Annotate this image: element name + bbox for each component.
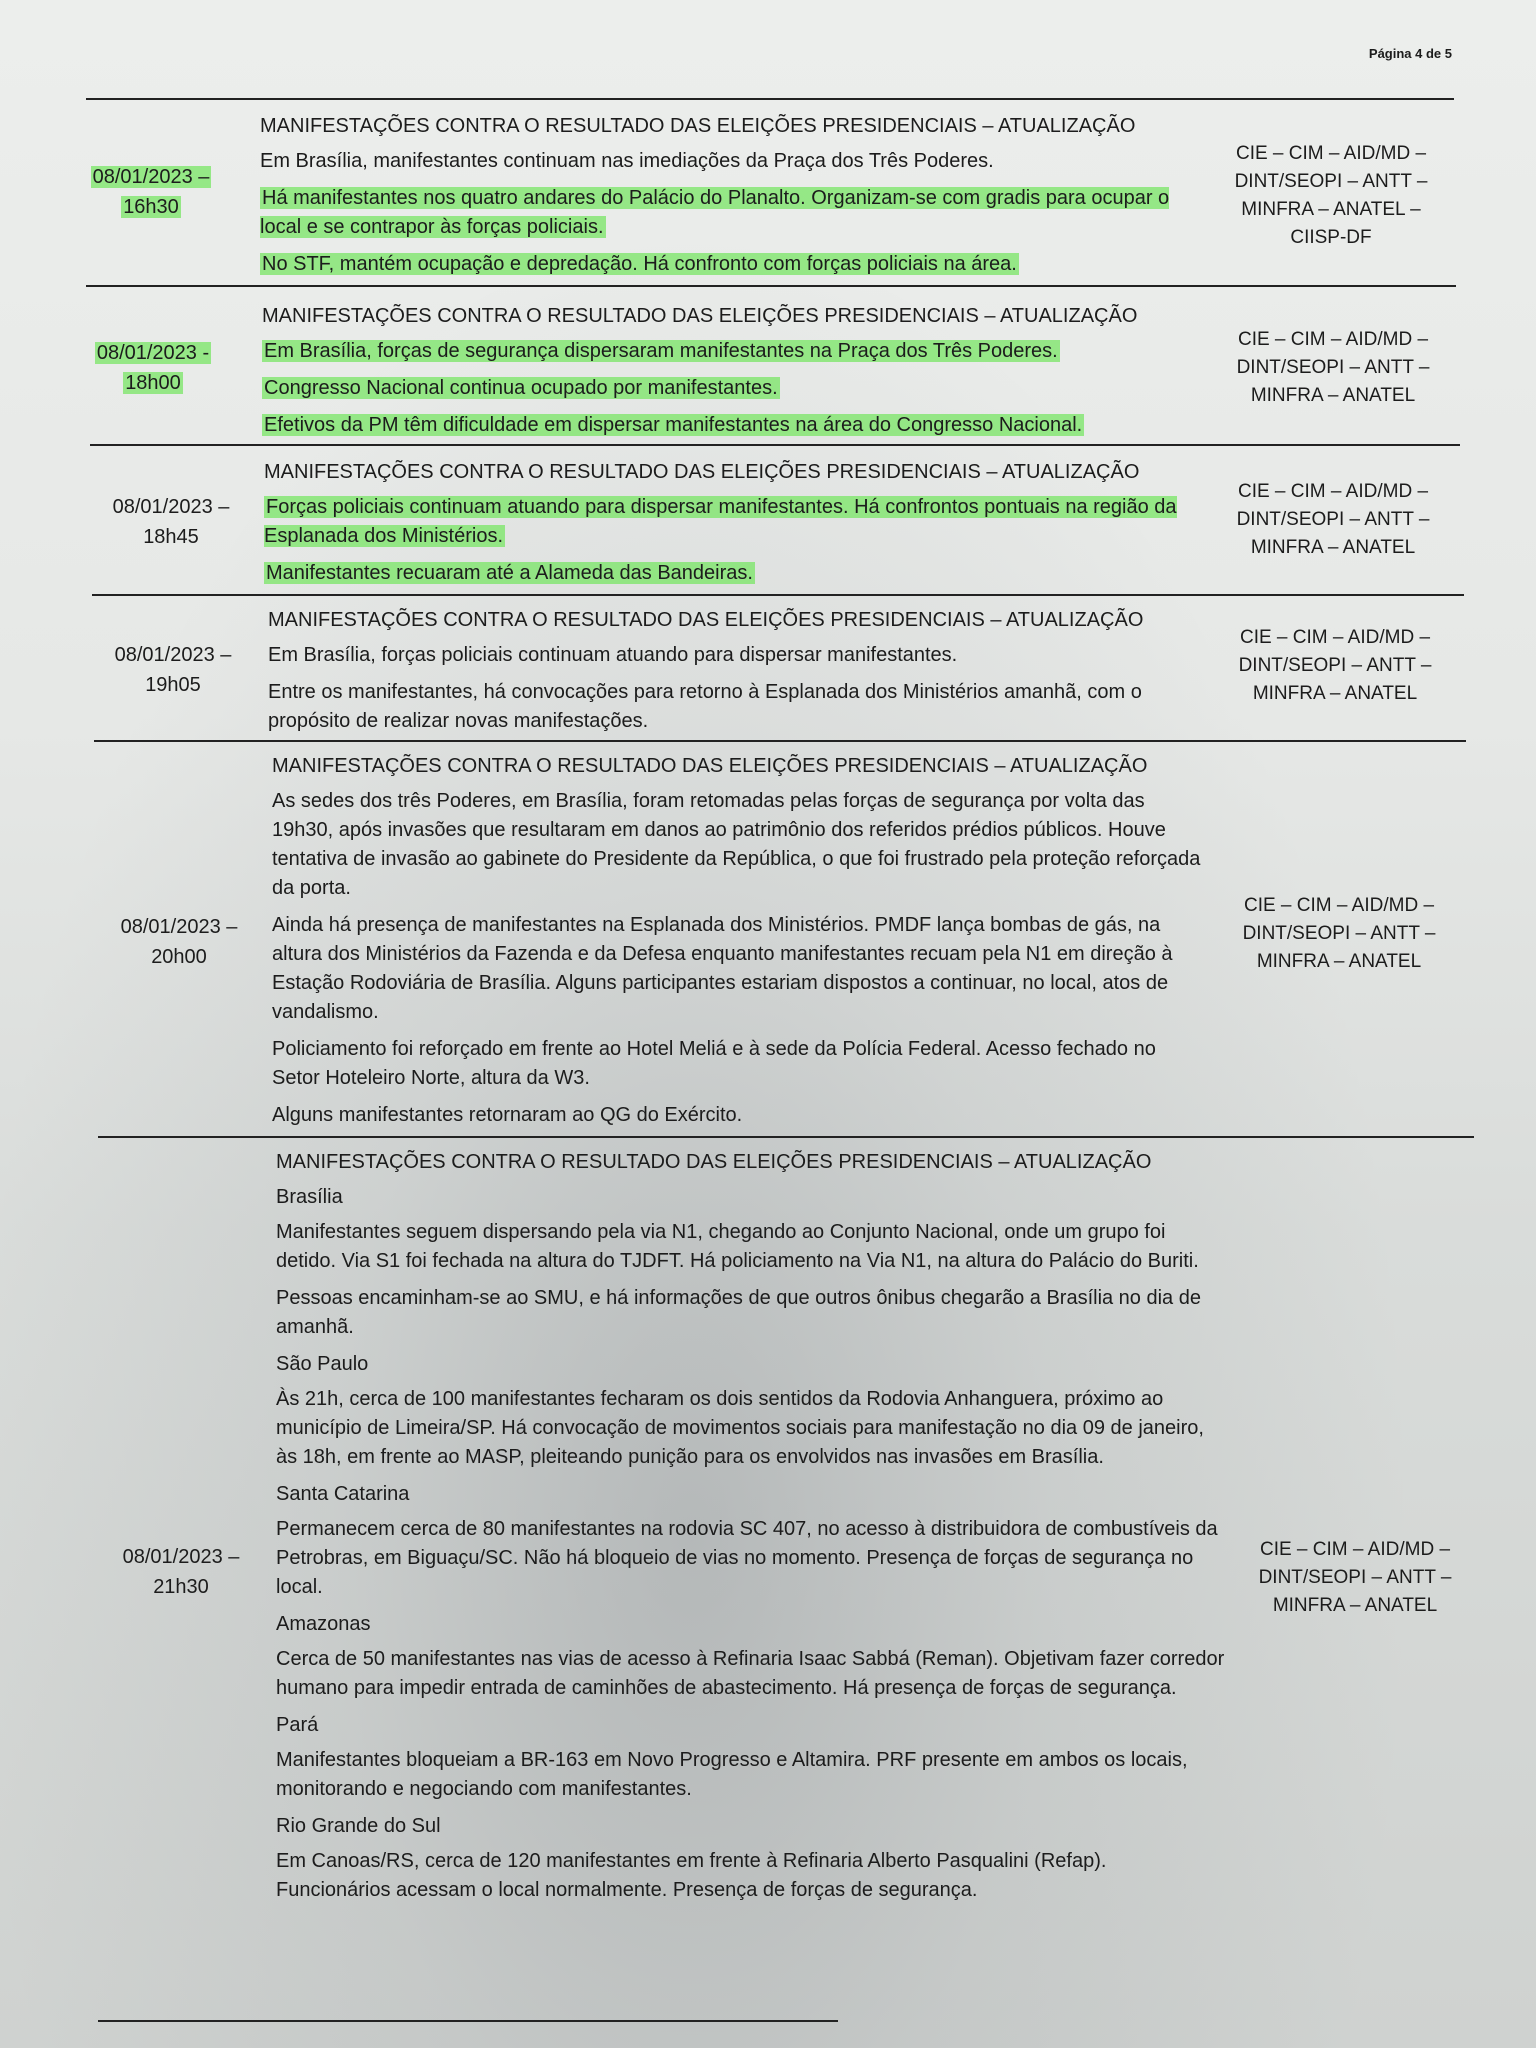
entry-datetime: 08/01/2023 - 18h00 [96, 342, 210, 394]
entry-paragraph: Permanecem cerca de 80 manifestantes na rodovia SC 407, no acesso à distribuidora de combustíveis da Petrobras, em Biguaçu/SC. Não há bloqueio de vias no momento. Presença de forças de segurança no local. [276, 1518, 1218, 1598]
entry-paragraph: Pessoas encaminham-se ao SMU, e há informações de que outros ônibus chegarão a Brasília no dia de amanhã. [276, 1287, 1201, 1338]
entry-title: MANIFESTAÇÕES CONTRA O RESULTADO DAS ELEIÇÕES PRESIDENCIAIS – ATUALIZAÇÃO [272, 755, 1148, 777]
entry-paragraph: Entre os manifestantes, há convocações para retorno à Esplanada dos Ministérios amanhã, com o propósito de realizar novas manifestações. [268, 681, 1142, 732]
entry-paragraph: As sedes dos três Poderes, em Brasília, foram retomadas pelas forças de segurança por volta das 19h30, após invasões que resultaram em danos ao patrimônio dos referidos prédios públicos. Houve tentativa de invasão ao gabinete do Presidente da República, o que foi frustrado pela proteção reforçada da porta. [272, 790, 1201, 899]
section-heading: Amazonas [276, 1613, 371, 1635]
entry-recipients: CIE – CIM – AID/MD – DINT/SEOPI – ANTT – MINFRA – ANATEL [1236, 481, 1430, 558]
entry-body [272, 752, 1202, 1138]
entry-recipients: CIE – CIM – AID/MD – DINT/SEOPI – ANTT – MINFRA – ANATEL [1242, 895, 1436, 972]
entry-recipients: CIE – CIM – AID/MD – DINT/SEOPI – ANTT – MINFRA – ANATEL [1238, 627, 1432, 704]
entry-title: MANIFESTAÇÕES CONTRA O RESULTADO DAS ELEIÇÕES PRESIDENCIAIS – ATUALIZAÇÃO [260, 115, 1136, 137]
entry-title: MANIFESTAÇÕES CONTRA O RESULTADO DAS ELEIÇÕES PRESIDENCIAIS – ATUALIZAÇÃO [268, 609, 1144, 631]
entry-recipients: CIE – CIM – AID/MD – DINT/SEOPI – ANTT – MINFRA – ANATEL [1258, 1539, 1452, 1616]
entry-datetime: 08/01/2023 – 16h30 [92, 166, 210, 218]
page-number: Página 4 de 5 [1368, 46, 1452, 61]
section-heading: Santa Catarina [276, 1483, 410, 1505]
entry-paragraph: Policiamento foi reforçado em frente ao Hotel Meliá e à sede da Polícia Federal. Acesso fechado no Setor Hoteleiro Norte, altura da W3. [272, 1038, 1156, 1089]
entry-body [262, 302, 1202, 448]
entry-datetime: 08/01/2023 – 19h05 [114, 644, 232, 696]
entry-paragraph: Cerca de 50 manifestantes nas vias de acesso à Refinaria Isaac Sabbá (Reman). Objetivam fazer corredor humano para impedir entrada de caminhões de abastecimento. Há presença de forças de segurança. [276, 1648, 1225, 1699]
section-heading: Brasília [276, 1186, 343, 1208]
entry-paragraph: Às 21h, cerca de 100 manifestantes fecharam os dois sentidos da Rodovia Anhanguera, próximo ao município de Limeira/SP. Há convocação de movimentos sociais para manifestação no dia 09 de janeiro, às 18h, em frente ao MASP, pleiteando punição para os envolvidos nas invasões em Brasília. [276, 1388, 1204, 1468]
entry-title: MANIFESTAÇÕES CONTRA O RESULTADO DAS ELEIÇÕES PRESIDENCIAIS – ATUALIZAÇÃO [262, 305, 1138, 327]
entry-paragraph: Manifestantes seguem dispersando pela via N1, chegando ao Conjunto Nacional, onde um grupo foi detido. Via S1 foi fechada na altura do TJDFT. Há policiamento na Via N1, na altura do Palácio do Buriti. [276, 1221, 1199, 1272]
entry-body [264, 458, 1204, 596]
entry-body [260, 112, 1200, 287]
row-divider [98, 2020, 838, 2022]
entry-paragraph: No STF, mantém ocupação e depredação. Há confronto com forças policiais na área. [262, 253, 1017, 275]
entry-paragraph: Manifestantes recuaram até a Alameda das Bandeiras. [266, 562, 753, 584]
entry-datetime: 08/01/2023 – 21h30 [122, 1546, 240, 1598]
section-heading: Rio Grande do Sul [276, 1815, 441, 1837]
entry-paragraph: Há manifestantes nos quatro andares do Palácio do Planalto. Organizam-se com gradis para ocupar o local e se contrapor às forças policiais. [260, 187, 1170, 238]
entry-body [276, 1148, 1226, 1913]
entry-paragraph: Forças policiais continuam atuando para dispersar manifestantes. Há confrontos pontuais na região da Esplanada dos Ministérios. [264, 496, 1177, 547]
section-heading: São Paulo [276, 1353, 369, 1375]
entry-recipients: CIE – CIM – AID/MD – DINT/SEOPI – ANTT – MINFRA – ANATEL [1236, 329, 1430, 406]
entry-title: MANIFESTAÇÕES CONTRA O RESULTADO DAS ELEIÇÕES PRESIDENCIAIS – ATUALIZAÇÃO [264, 461, 1140, 483]
entry-paragraph: Ainda há presença de manifestantes na Esplanada dos Ministérios. PMDF lança bombas de gás, na altura dos Ministérios da Fazenda e da Defesa enquanto manifestantes recuam pela N1 em direção à Estação Rodoviária de Brasília. Alguns participantes estariam dispostos a continuar, no local, atos de vandalismo. [272, 914, 1173, 1023]
section-heading: Pará [276, 1714, 319, 1736]
entry-paragraph: Em Brasília, forças policiais continuam atuando para dispersar manifestantes. [268, 644, 958, 666]
entry-datetime: 08/01/2023 – 20h00 [120, 916, 238, 968]
entry-paragraph: Em Canoas/RS, cerca de 120 manifestantes em frente à Refinaria Alberto Pasqualini (Refap). Funcionários acessam o local normalmente. Presença de forças de segurança. [276, 1850, 1107, 1901]
entry-body [268, 606, 1208, 744]
row-divider [86, 98, 1454, 100]
entry-recipients: CIE – CIM – AID/MD – DINT/SEOPI – ANTT – MINFRA – ANATEL – CIISP-DF [1234, 143, 1428, 248]
entry-datetime: 08/01/2023 – 18h45 [112, 496, 230, 548]
entry-paragraph: Efetivos da PM têm dificuldade em dispersar manifestantes na área do Congresso Nacional. [264, 414, 1083, 436]
entry-paragraph: Manifestantes bloqueiam a BR-163 em Novo Progresso e Altamira. PRF presente em ambos os locais, monitorando e negociando com manifestantes. [276, 1749, 1188, 1800]
entry-paragraph: Alguns manifestantes retornaram ao QG do Exército. [272, 1104, 743, 1126]
entry-paragraph: Congresso Nacional continua ocupado por manifestantes. [264, 377, 778, 399]
entry-paragraph: Em Brasília, forças de segurança dispersaram manifestantes na Praça dos Três Poderes. [264, 340, 1058, 362]
entry-title: MANIFESTAÇÕES CONTRA O RESULTADO DAS ELEIÇÕES PRESIDENCIAIS – ATUALIZAÇÃO [276, 1151, 1152, 1173]
entry-paragraph: Em Brasília, manifestantes continuam nas imediações da Praça dos Três Poderes. [260, 150, 994, 172]
